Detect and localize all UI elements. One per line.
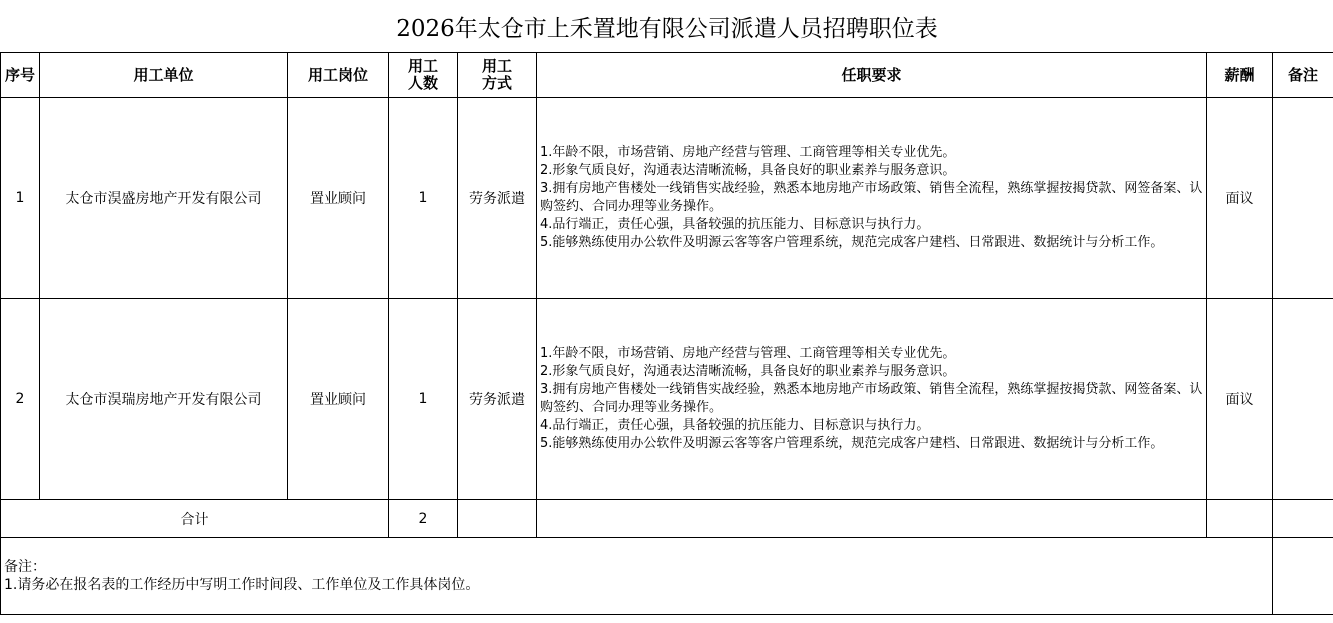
requirement-item: 5.能够熟练使用办公软件及明源云客等客户管理系统，规范完成客户建档、日常跟进、数据统计与分析工作。 xyxy=(540,235,1164,250)
row-salary: 面议 xyxy=(1207,98,1273,299)
requirement-item: 4.品行端正，责任心强，具备较强的抗压能力、目标意识与执行力。 xyxy=(540,217,930,232)
requirement-item: 3.拥有房地产售楼处一线销售实战经验，熟悉本地房地产市场政策、销售全流程，熟练掌握按揭贷款、网签备案、认购签约、合同办理等业务操作。 xyxy=(540,382,1203,415)
row-unit: 太仓市淏瑞房地产开发有限公司 xyxy=(40,299,288,500)
row-salary: 面议 xyxy=(1207,299,1273,500)
total-empty-mode xyxy=(458,500,537,538)
total-count: 2 xyxy=(389,500,458,538)
row-mode: 劳务派遣 xyxy=(458,98,537,299)
row-count: 1 xyxy=(389,299,458,500)
total-empty-requirements xyxy=(537,500,1207,538)
requirement-item: 3.拥有房地产售楼处一线销售实战经验，熟悉本地房地产市场政策、销售全流程，熟练掌握按揭贷款、网签备案、认购签约、合同办理等业务操作。 xyxy=(540,181,1203,214)
row-unit: 太仓市淏盛房地产开发有限公司 xyxy=(40,98,288,299)
requirement-item: 1.年龄不限，市场营销、房地产经营与管理、工商管理等相关专业优先。 xyxy=(540,346,956,361)
notes-line: 1.请务必在报名表的工作经历中写明工作时间段、工作单位及工作具体岗位。 xyxy=(4,577,480,593)
total-label: 合计 xyxy=(1,500,389,538)
header-mode-line2: 方式 xyxy=(481,74,512,92)
notes-row xyxy=(1,538,1333,615)
row-requirements xyxy=(537,299,1207,500)
table-row xyxy=(1,98,1333,299)
header-row xyxy=(1,53,1333,98)
row-remark xyxy=(1273,299,1333,500)
notes xyxy=(1,538,1273,615)
header-requirements: 任职要求 xyxy=(537,53,1207,98)
requirement-item: 2.形象气质良好，沟通表达清晰流畅，具备良好的职业素养与服务意识。 xyxy=(540,364,956,379)
total-empty-salary xyxy=(1207,500,1273,538)
total-empty-remark xyxy=(1273,500,1333,538)
table-row xyxy=(1,299,1333,500)
row-post: 置业顾问 xyxy=(288,299,389,500)
header-mode xyxy=(458,53,537,98)
header-post: 用工岗位 xyxy=(288,53,389,98)
header-count-line1: 用工 xyxy=(407,57,438,75)
total-row xyxy=(1,500,1333,538)
header-salary: 薪酬 xyxy=(1207,53,1273,98)
header-remark: 备注 xyxy=(1273,53,1333,98)
row-remark xyxy=(1273,98,1333,299)
requirement-item: 1.年龄不限，市场营销、房地产经营与管理、工商管理等相关专业优先。 xyxy=(540,145,956,160)
notes-empty-cell xyxy=(1273,538,1333,615)
header-no: 序号 xyxy=(1,53,40,98)
header-mode-line1: 用工 xyxy=(481,57,512,75)
notes-heading: 备注： xyxy=(4,559,46,575)
header-count-line2: 人数 xyxy=(407,74,438,92)
row-no: 1 xyxy=(1,98,40,299)
row-no: 2 xyxy=(1,299,40,500)
page-title: 2026年太仓市上禾置地有限公司派遣人员招聘职位表 xyxy=(1,0,1333,53)
header-unit: 用工单位 xyxy=(40,53,288,98)
row-mode: 劳务派遣 xyxy=(458,299,537,500)
header-count xyxy=(389,53,458,98)
row-count: 1 xyxy=(389,98,458,299)
row-requirements xyxy=(537,98,1207,299)
requirement-item: 4.品行端正，责任心强，具备较强的抗压能力、目标意识与执行力。 xyxy=(540,418,930,433)
requirement-item: 2.形象气质良好，沟通表达清晰流畅，具备良好的职业素养与服务意识。 xyxy=(540,163,956,178)
row-post: 置业顾问 xyxy=(288,98,389,299)
requirement-item: 5.能够熟练使用办公软件及明源云客等客户管理系统，规范完成客户建档、日常跟进、数据统计与分析工作。 xyxy=(540,436,1164,451)
